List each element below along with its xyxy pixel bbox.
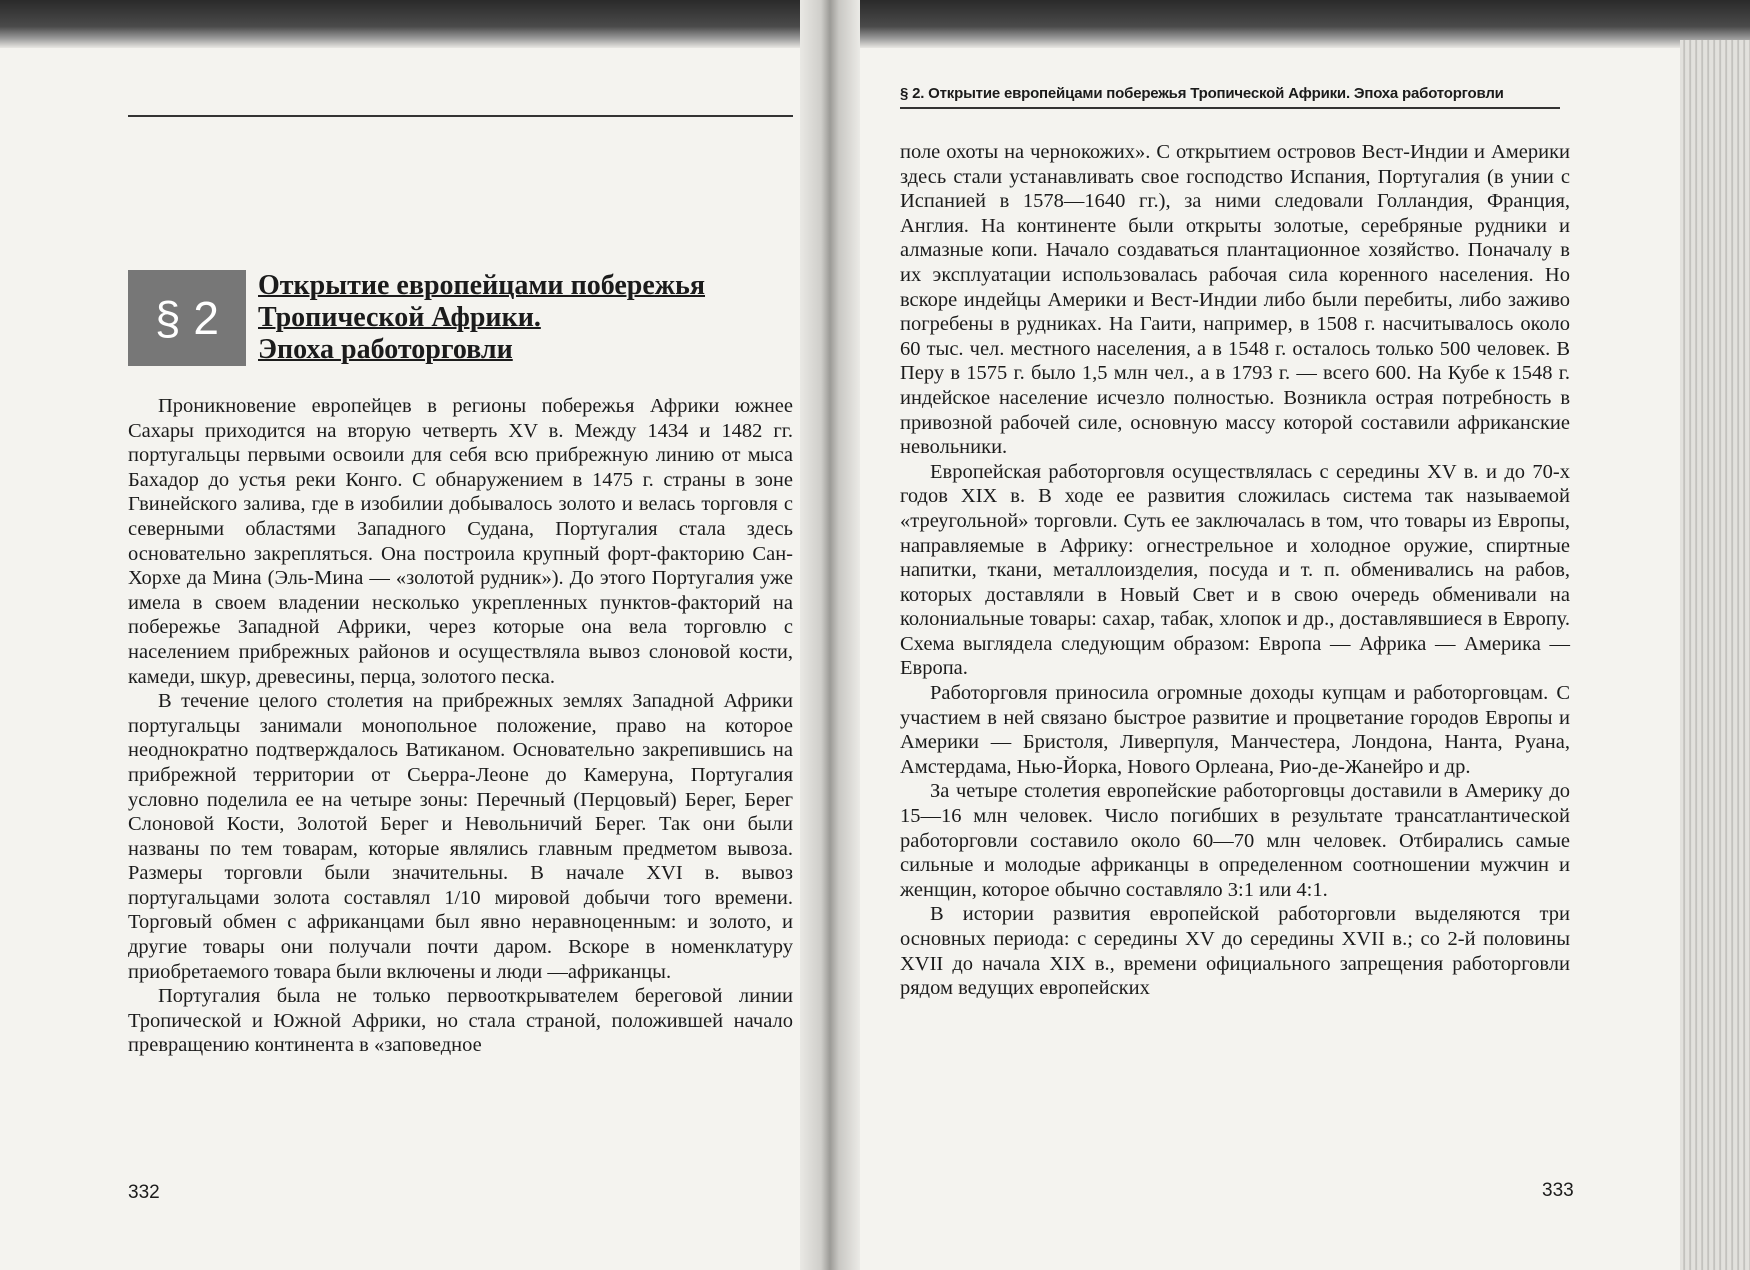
running-header: § 2. Открытие европейцами побережья Тропической Африки. Эпоха работорговли (900, 85, 1560, 109)
right-body-text (900, 140, 1570, 1001)
paragraph: поле охоты на чернокожих». С открытием островов Вест-Индии и Америки здесь стали устанавливать свое господство Испания, Португалия (в унии с Испанией в 1578—1640 гг.), за ними следовали Голландия, Франция, Англия. На континенте были открыты золотые, серебряные рудники и алмазные копи. Начало создаваться плантационное хозяйство. Поначалу в их эксплуатации использовалась рабочая сила коренного населения. Но вскоре индейцы Америки и Вест-Индии либо были перебиты, либо заживо погребены в рудниках. На Гаити, например, в 1508 г. насчитывалось около 60 тыс. чел. местного населения, а в 1548 г. осталось только 500 человек. В Перу в 1575 г. было 1,5 млн чел., а в 1793 г. — всего 600. На Кубе к 1548 г. индейское население исчезло полностью. Возникла острая потребность в привозной рабочей силе, основную массу которой составили африканские невольники. (900, 141, 1570, 459)
page-edges (1680, 40, 1750, 1270)
book-spine (800, 0, 860, 1270)
section-title-line-1: Открытие европейцами побережья (258, 270, 706, 301)
paragraph: Европейская работорговля осуществлялась с середины XV в. и до 70-х годов XIX в. В ходе ее развития сложилась система так называемой «треугольной» торговли. Суть ее заключалась в том, что товары из Европы, направляемые в Африку: огнестрельное и холодное оружие, спиртные напитки, ткани, металлоизделия, посуда и т. п. обменивались на рабов, которых доставляли в Новый Свет и в свою очередь обменивали на колониальные товары: сахар, табак, хлопок и др., доставлявшиеся в Европу. Схема выглядела следующим образом: Европа — Африка — Америка — Европа. (900, 460, 1570, 680)
paragraph: За четыре столетия европейские работорговцы доставили в Америку до 15—16 млн человек. Число погибших в результате трансатлантической работорговли составило около 60—70 млн человек. Отбирались самые сильные и молодые африканцы в определенном соотношении мужчин и женщин, которое обычно составляло 3:1 или 4:1. (900, 780, 1570, 901)
paragraph: В истории развития европейской работорговли выделяются три основных периода: с середины XV до середины XVII в.; со 2-й половины XVII до начала XIX в., времени официального запрещения работорговли рядом ведущих европейских (900, 903, 1570, 1000)
paragraph: Проникновение европейцев в регионы побережья Африки южнее Сахары приходится на вторую четверть XV в. Между 1434 и 1482 гг. португальцы первыми освоили для себя всю прибрежную линию от мыса Бахадор до устья реки Конго. С обнаружением в 1475 г. страны в зоне Гвинейского залива, где в изобилии добывалось золото и велась торговля с северными областями Западного Судана, Португалия стала здесь основательно закрепляться. Она построила крупный форт-факторию Сан-Хорхе да Мина (Эль-Мина — «золотой рудник»). До этого Португалия уже имела в своем владении несколько укрепленных пунктов-факторий на побережье Западной Африки, через которые она вела торговлю с населением прибрежных районов и осуществляла вывоз слоновой кости, камеди, шкур, древесины, перца, золотого песка. (128, 395, 793, 688)
right-page (880, 70, 1580, 1220)
page-number: 333 (1542, 1180, 1574, 1201)
section-title (258, 270, 798, 366)
paragraph: Работорговля приносила огромные доходы купцам и работорговцам. С участием в ней связано быстрое развитие и процветание городов Европы и Америки — Бристоля, Ливерпуля, Манчестера, Лондона, Нанта, Руана, Амстердама, Нью-Йорка, Нового Орлеана, Рио-де-Жанейро и др. (900, 682, 1570, 778)
top-rule (128, 115, 793, 117)
scan-top-shadow (0, 0, 1750, 48)
paragraph: В течение целого столетия на прибрежных землях Западной Африки португальцы занимали монопольное положение, право на которое неоднократно подтверждалось Ватиканом. Основательно закрепившись на прибрежной территории от Сьерра-Леоне до Камеруна, Португалия условно поделила ее на четыре зоны: Перечный (Перцовый) Берег, Берег Слоновой Кости, Золотой Берег и Невольничий Берег. Так они были названы по тем товарам, которые являлись главным предметом вывоза. Размеры торговли были значительны. В начале XVI в. вывоз португальцами золота составлял 1/10 мировой добычи того времени. Торговый обмен с африканцами был явно неравноценным: и золото, и другие товары они получали почти даром. Вскоре в номенклатуру приобретаемого товара были включены и люди —африканцы. (128, 690, 793, 983)
paragraph: Португалия была не только первооткрывателем береговой линии Тропической и Южной Африки, но стала страной, положившей начало превращению континента в «заповедное (128, 985, 793, 1057)
section-title-line-2: Тропической Африки. (258, 302, 541, 333)
left-page (120, 60, 800, 1220)
left-body-text (128, 394, 793, 1058)
page-number: 332 (128, 1182, 160, 1203)
section-title-line-3: Эпоха работорговли (258, 334, 513, 365)
section-number-box: § 2 (128, 270, 246, 366)
